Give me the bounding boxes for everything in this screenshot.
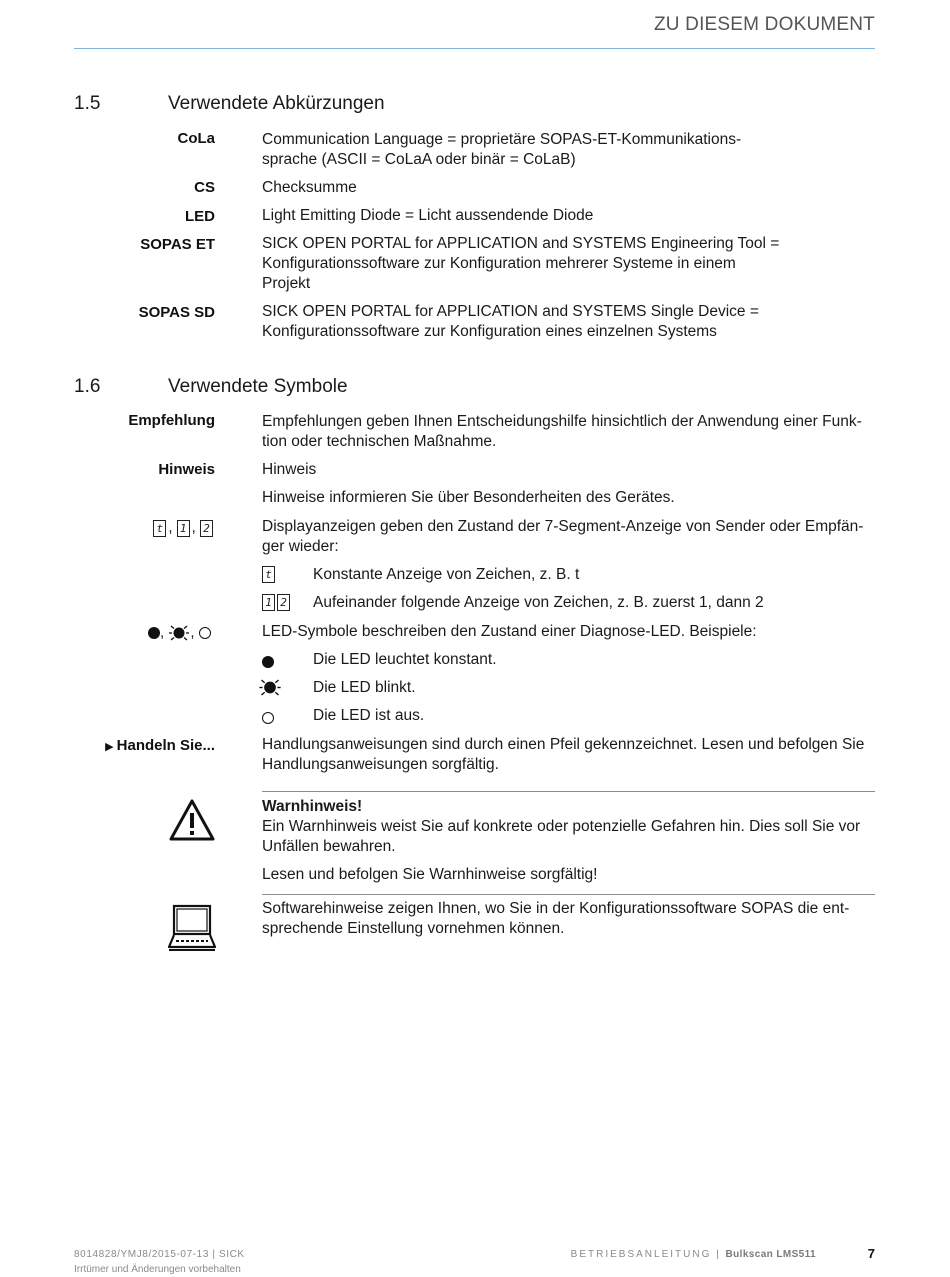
seven-segment-icon: 1 xyxy=(177,520,190,537)
led-on-icon xyxy=(262,656,274,668)
footer-document-code: 8014828/YMJ8/2015-07-13 | SICK xyxy=(74,1249,245,1260)
led-sub-text: Die LED ist aus. xyxy=(313,707,425,724)
symbol-def-led: LED-Symbole beschreiben den Zustand einer Diagnose-LED. Beispiele: xyxy=(262,623,757,640)
led-on-icon xyxy=(148,627,160,639)
footer-note: Irrtümer und Änderungen vorbehalten xyxy=(74,1264,241,1275)
def-line: sprechende Einstellung vornehmen können. xyxy=(262,920,565,937)
separator: , xyxy=(168,519,173,536)
def-line: Ein Warnhinweis weist Sie auf konkrete oder potenzielle Gefahren hin. Dies soll Sie vor xyxy=(262,818,861,835)
handeln-label: Handeln Sie... xyxy=(116,737,215,754)
display-sub-icon xyxy=(262,594,292,612)
def-line: sprache (ASCII = CoLaA oder binär = CoLaB) xyxy=(262,151,576,168)
section-number: 1.5 xyxy=(74,93,101,114)
software-text xyxy=(262,899,849,939)
warning-text xyxy=(262,817,860,857)
footer-product: Bulkscan LMS511 xyxy=(725,1249,816,1260)
symbol-def-empfehlung xyxy=(262,412,862,452)
def-line: Handlungsanweisungen sorgfältig. xyxy=(262,756,499,773)
abbr-def-led xyxy=(262,206,593,226)
abbr-term-sopas-et: SOPAS ET xyxy=(140,236,215,253)
def-line: SICK OPEN PORTAL for APPLICATION and SYSTEMS Engineering Tool = xyxy=(262,235,780,252)
display-sub-text: Konstante Anzeige von Zeichen, z. B. t xyxy=(313,566,580,583)
def-line: SICK OPEN PORTAL for APPLICATION and SYSTEMS Single Device = xyxy=(262,303,759,320)
def-line: Softwarehinweise zeigen Ihnen, wo Sie in der Konfigurationssoftware SOPAS die ent- xyxy=(262,900,850,917)
abbr-def-cs xyxy=(262,178,357,198)
led-symbols xyxy=(148,624,211,641)
arrow-right-icon: ▶ xyxy=(105,741,114,753)
section-title: Verwendete Symbole xyxy=(168,376,348,397)
def-line: ger wieder: xyxy=(262,538,339,555)
abbr-def-sopas-sd xyxy=(262,302,759,342)
def-line: Konfigurationssoftware zur Konfiguration mehrerer Systeme in einem xyxy=(262,255,736,272)
led-sub-icon xyxy=(262,653,274,671)
def-line: Empfehlungen geben Ihnen Entscheidungshilfe hinsichtlich der Anwendung einer Funk- xyxy=(262,413,862,430)
def-line: Communication Language = proprietäre SOPAS-ET-Kommunikations- xyxy=(262,131,742,148)
symbol-def-hinweis-label: Hinweis xyxy=(262,461,317,478)
abbr-term-cs: CS xyxy=(194,179,215,196)
laptop-icon xyxy=(167,904,217,957)
seven-segment-icon: t xyxy=(153,520,166,537)
warning-triangle-icon xyxy=(168,798,216,847)
display-symbols xyxy=(153,519,215,537)
def-line: Checksumme xyxy=(262,179,357,196)
abbr-term-led: LED xyxy=(185,208,215,225)
display-sub-text: Aufeinander folgende Anzeige von Zeichen, z. B. zuerst 1, dann 2 xyxy=(313,594,764,611)
symbol-def-display xyxy=(262,517,863,557)
separator: , xyxy=(160,624,165,641)
led-sub-icon xyxy=(262,709,274,727)
separator: , xyxy=(191,519,196,536)
warning-extra: Lesen und befolgen Sie Warnhinweise sorgfältig! xyxy=(262,866,598,883)
led-sub-text: Die LED leuchtet konstant. xyxy=(313,651,497,668)
symbol-term-handeln xyxy=(105,737,215,754)
warning-top-rule xyxy=(262,791,875,792)
warning-title: Warnhinweis! xyxy=(262,798,363,815)
abbr-def-cola xyxy=(262,130,741,170)
led-blink-icon xyxy=(168,625,190,641)
seven-segment-icon: 1 xyxy=(262,594,275,611)
abbr-term-cola: CoLa xyxy=(177,130,215,147)
abbr-term-sopas-sd: SOPAS SD xyxy=(138,304,215,321)
symbol-def-hinweis: Hinweise informieren Sie über Besonderheiten des Gerätes. xyxy=(262,489,675,506)
footer-document-info xyxy=(571,1249,816,1260)
led-off-icon xyxy=(199,627,211,639)
display-sub-icon xyxy=(262,566,277,584)
def-line: tion oder technischen Maßnahme. xyxy=(262,433,497,450)
def-line: Konfigurationssoftware zur Konfiguration eines einzelnen Systems xyxy=(262,323,717,340)
def-line: Displayanzeigen geben den Zustand der 7-Segment-Anzeige von Sender oder Empfän- xyxy=(262,518,864,535)
software-top-rule xyxy=(262,894,875,895)
seven-segment-icon: 2 xyxy=(200,520,213,537)
header-divider xyxy=(74,48,875,49)
def-line: Projekt xyxy=(262,275,311,292)
led-blink-icon xyxy=(258,679,282,696)
def-line: Handlungsanweisungen sind durch einen Pfeil gekennzeichnet. Lesen und befolgen Sie xyxy=(262,736,865,753)
abbr-def-sopas-et xyxy=(262,234,779,294)
section-number: 1.6 xyxy=(74,376,101,397)
led-sub-text: Die LED blinkt. xyxy=(313,679,416,696)
def-line: Unfällen bewahren. xyxy=(262,838,396,855)
seven-segment-icon: 2 xyxy=(277,594,290,611)
footer-doc-type: BETRIEBSANLEITUNG | xyxy=(570,1249,721,1260)
page-number: 7 xyxy=(867,1246,875,1261)
separator: , xyxy=(190,624,195,641)
led-sub-icon xyxy=(258,679,282,701)
symbol-term-empfehlung: Empfehlung xyxy=(128,412,215,429)
symbol-def-handeln xyxy=(262,735,864,775)
symbol-term-hinweis: Hinweis xyxy=(158,461,215,478)
led-off-icon xyxy=(262,712,274,724)
def-line: Light Emitting Diode = Licht aussendende Diode xyxy=(262,207,594,224)
section-title: Verwendete Abkürzungen xyxy=(168,93,385,114)
page-header-title: ZU DIESEM DOKUMENT xyxy=(653,14,875,35)
seven-segment-icon: t xyxy=(262,566,275,583)
